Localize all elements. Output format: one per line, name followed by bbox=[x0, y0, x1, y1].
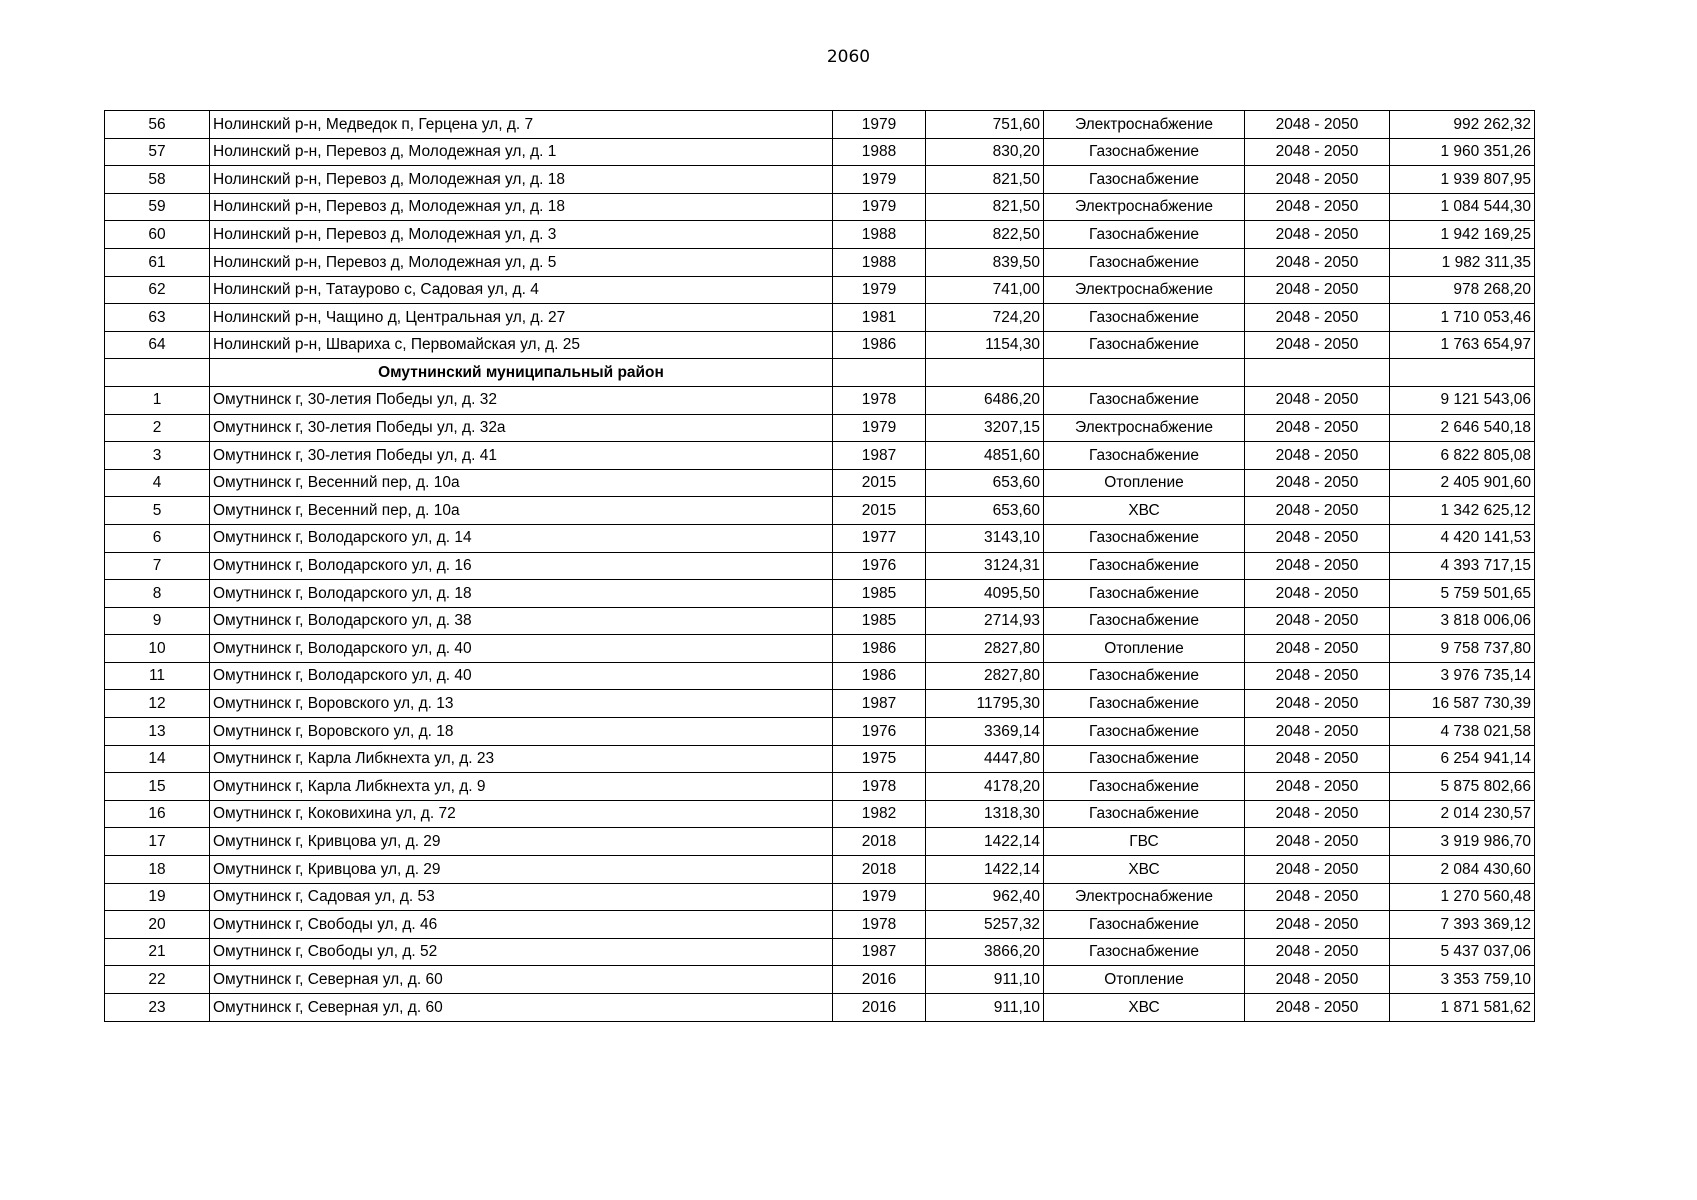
building-address: Омутнинск г, 30-летия Победы ул, д. 32 bbox=[210, 386, 833, 414]
building-area: 1154,30 bbox=[926, 331, 1044, 359]
work-cost: 6 254 941,14 bbox=[1390, 745, 1535, 773]
work-cost: 1 763 654,97 bbox=[1390, 331, 1535, 359]
construction-year: 1985 bbox=[833, 580, 926, 608]
building-area: 3369,14 bbox=[926, 718, 1044, 746]
work-type: Газоснабжение bbox=[1044, 304, 1245, 332]
work-period: 2048 - 2050 bbox=[1245, 331, 1390, 359]
row-number: 17 bbox=[105, 828, 210, 856]
row-number: 2 bbox=[105, 414, 210, 442]
building-area: 4447,80 bbox=[926, 745, 1044, 773]
construction-year: 1988 bbox=[833, 221, 926, 249]
building-area: 4851,60 bbox=[926, 442, 1044, 470]
work-type: Электроснабжение bbox=[1044, 193, 1245, 221]
construction-year: 2015 bbox=[833, 469, 926, 497]
building-area: 2827,80 bbox=[926, 662, 1044, 690]
building-address: Омутнинск г, Володарского ул, д. 40 bbox=[210, 635, 833, 663]
construction-year: 1979 bbox=[833, 883, 926, 911]
work-type: ХВС bbox=[1044, 994, 1245, 1022]
building-area: 821,50 bbox=[926, 166, 1044, 194]
section-row bbox=[105, 359, 1535, 387]
building-address: Нолинский р-н, Перевоз д, Молодежная ул, д. 18 bbox=[210, 166, 833, 194]
construction-year: 2016 bbox=[833, 966, 926, 994]
section-title: Омутнинский муниципальный район bbox=[210, 359, 833, 387]
construction-year: 1975 bbox=[833, 745, 926, 773]
building-area: 3124,31 bbox=[926, 552, 1044, 580]
work-period: 2048 - 2050 bbox=[1245, 414, 1390, 442]
work-type: Газоснабжение bbox=[1044, 662, 1245, 690]
table-row bbox=[105, 497, 1535, 525]
row-number: 3 bbox=[105, 442, 210, 470]
work-cost: 978 268,20 bbox=[1390, 276, 1535, 304]
work-period: 2048 - 2050 bbox=[1245, 607, 1390, 635]
work-period: 2048 - 2050 bbox=[1245, 800, 1390, 828]
work-type: Газоснабжение bbox=[1044, 607, 1245, 635]
building-address: Омутнинск г, Коковихина ул, д. 72 bbox=[210, 800, 833, 828]
work-type: Газоснабжение bbox=[1044, 138, 1245, 166]
work-type: Газоснабжение bbox=[1044, 911, 1245, 939]
building-address: Омутнинск г, Володарского ул, д. 16 bbox=[210, 552, 833, 580]
table-row bbox=[105, 469, 1535, 497]
table-row bbox=[105, 718, 1535, 746]
table-row bbox=[105, 386, 1535, 414]
building-address: Нолинский р-н, Швариха с, Первомайская ул, д. 25 bbox=[210, 331, 833, 359]
building-address: Омутнинск г, 30-летия Победы ул, д. 32а bbox=[210, 414, 833, 442]
table-row bbox=[105, 552, 1535, 580]
work-type: Электроснабжение bbox=[1044, 883, 1245, 911]
work-type: Газоснабжение bbox=[1044, 552, 1245, 580]
work-cost: 1 942 169,25 bbox=[1390, 221, 1535, 249]
work-cost: 992 262,32 bbox=[1390, 111, 1535, 139]
work-cost: 2 646 540,18 bbox=[1390, 414, 1535, 442]
table-row bbox=[105, 607, 1535, 635]
building-address: Нолинский р-н, Перевоз д, Молодежная ул, д. 5 bbox=[210, 248, 833, 276]
table-row bbox=[105, 745, 1535, 773]
construction-year: 1978 bbox=[833, 386, 926, 414]
work-cost: 7 393 369,12 bbox=[1390, 911, 1535, 939]
construction-year: 2016 bbox=[833, 994, 926, 1022]
work-type: Отопление bbox=[1044, 635, 1245, 663]
construction-year: 1976 bbox=[833, 718, 926, 746]
row-number: 18 bbox=[105, 856, 210, 884]
work-period: 2048 - 2050 bbox=[1245, 718, 1390, 746]
building-area: 821,50 bbox=[926, 193, 1044, 221]
table-row bbox=[105, 138, 1535, 166]
construction-year: 2015 bbox=[833, 497, 926, 525]
work-type: Электроснабжение bbox=[1044, 111, 1245, 139]
row-number: 61 bbox=[105, 248, 210, 276]
table-row bbox=[105, 248, 1535, 276]
empty-cell bbox=[1044, 359, 1245, 387]
work-period: 2048 - 2050 bbox=[1245, 138, 1390, 166]
construction-year: 1986 bbox=[833, 662, 926, 690]
table-body bbox=[105, 111, 1535, 1022]
work-cost: 9 121 543,06 bbox=[1390, 386, 1535, 414]
row-number: 64 bbox=[105, 331, 210, 359]
building-area: 2827,80 bbox=[926, 635, 1044, 663]
row-number: 57 bbox=[105, 138, 210, 166]
row-number: 23 bbox=[105, 994, 210, 1022]
construction-year: 1976 bbox=[833, 552, 926, 580]
work-period: 2048 - 2050 bbox=[1245, 469, 1390, 497]
building-address: Омутнинск г, Карла Либкнехта ул, д. 23 bbox=[210, 745, 833, 773]
work-period: 2048 - 2050 bbox=[1245, 856, 1390, 884]
table-row bbox=[105, 221, 1535, 249]
row-number: 22 bbox=[105, 966, 210, 994]
row-number: 13 bbox=[105, 718, 210, 746]
work-period: 2048 - 2050 bbox=[1245, 386, 1390, 414]
building-area: 6486,20 bbox=[926, 386, 1044, 414]
table-row bbox=[105, 635, 1535, 663]
row-number: 1 bbox=[105, 386, 210, 414]
work-cost: 2 014 230,57 bbox=[1390, 800, 1535, 828]
empty-cell bbox=[105, 359, 210, 387]
work-type: Отопление bbox=[1044, 966, 1245, 994]
building-area: 830,20 bbox=[926, 138, 1044, 166]
work-period: 2048 - 2050 bbox=[1245, 442, 1390, 470]
building-address: Омутнинск г, Володарского ул, д. 40 bbox=[210, 662, 833, 690]
table-row bbox=[105, 800, 1535, 828]
work-cost: 2 084 430,60 bbox=[1390, 856, 1535, 884]
table-row bbox=[105, 111, 1535, 139]
work-cost: 4 420 141,53 bbox=[1390, 524, 1535, 552]
construction-year: 1979 bbox=[833, 276, 926, 304]
work-period: 2048 - 2050 bbox=[1245, 248, 1390, 276]
construction-year: 1986 bbox=[833, 331, 926, 359]
work-period: 2048 - 2050 bbox=[1245, 552, 1390, 580]
work-period: 2048 - 2050 bbox=[1245, 221, 1390, 249]
table-row bbox=[105, 911, 1535, 939]
construction-year: 1978 bbox=[833, 773, 926, 801]
row-number: 58 bbox=[105, 166, 210, 194]
work-type: ГВС bbox=[1044, 828, 1245, 856]
work-period: 2048 - 2050 bbox=[1245, 662, 1390, 690]
work-period: 2048 - 2050 bbox=[1245, 524, 1390, 552]
work-cost: 1 084 544,30 bbox=[1390, 193, 1535, 221]
construction-year: 1978 bbox=[833, 911, 926, 939]
construction-year: 1988 bbox=[833, 248, 926, 276]
work-cost: 5 437 037,06 bbox=[1390, 938, 1535, 966]
row-number: 56 bbox=[105, 111, 210, 139]
building-address: Нолинский р-н, Перевоз д, Молодежная ул, д. 1 bbox=[210, 138, 833, 166]
table-row bbox=[105, 166, 1535, 194]
work-type: Газоснабжение bbox=[1044, 718, 1245, 746]
building-area: 3866,20 bbox=[926, 938, 1044, 966]
construction-year: 1979 bbox=[833, 111, 926, 139]
repair-schedule-table bbox=[104, 110, 1535, 1022]
table-row bbox=[105, 524, 1535, 552]
work-cost: 4 393 717,15 bbox=[1390, 552, 1535, 580]
work-type: Газоснабжение bbox=[1044, 580, 1245, 608]
work-period: 2048 - 2050 bbox=[1245, 994, 1390, 1022]
construction-year: 1987 bbox=[833, 690, 926, 718]
empty-cell bbox=[926, 359, 1044, 387]
construction-year: 1979 bbox=[833, 193, 926, 221]
work-type: Газоснабжение bbox=[1044, 442, 1245, 470]
work-type: Газоснабжение bbox=[1044, 524, 1245, 552]
building-area: 1422,14 bbox=[926, 856, 1044, 884]
work-type: Газоснабжение bbox=[1044, 331, 1245, 359]
construction-year: 1981 bbox=[833, 304, 926, 332]
work-type: Газоснабжение bbox=[1044, 221, 1245, 249]
table-row bbox=[105, 331, 1535, 359]
work-type: Отопление bbox=[1044, 469, 1245, 497]
work-cost: 1 871 581,62 bbox=[1390, 994, 1535, 1022]
work-type: Газоснабжение bbox=[1044, 938, 1245, 966]
row-number: 19 bbox=[105, 883, 210, 911]
building-area: 3207,15 bbox=[926, 414, 1044, 442]
building-address: Омутнинск г, Кривцова ул, д. 29 bbox=[210, 828, 833, 856]
work-type: Газоснабжение bbox=[1044, 773, 1245, 801]
construction-year: 2018 bbox=[833, 828, 926, 856]
construction-year: 1988 bbox=[833, 138, 926, 166]
construction-year: 1987 bbox=[833, 938, 926, 966]
table-row bbox=[105, 276, 1535, 304]
table-row bbox=[105, 304, 1535, 332]
building-address: Нолинский р-н, Татаурово с, Садовая ул, д. 4 bbox=[210, 276, 833, 304]
building-address: Омутнинск г, 30-летия Победы ул, д. 41 bbox=[210, 442, 833, 470]
building-address: Омутнинск г, Садовая ул, д. 53 bbox=[210, 883, 833, 911]
work-period: 2048 - 2050 bbox=[1245, 911, 1390, 939]
row-number: 14 bbox=[105, 745, 210, 773]
building-address: Омутнинск г, Володарского ул, д. 38 bbox=[210, 607, 833, 635]
row-number: 7 bbox=[105, 552, 210, 580]
work-period: 2048 - 2050 bbox=[1245, 304, 1390, 332]
work-type: Газоснабжение bbox=[1044, 248, 1245, 276]
building-area: 724,20 bbox=[926, 304, 1044, 332]
work-cost: 1 270 560,48 bbox=[1390, 883, 1535, 911]
building-address: Омутнинск г, Кривцова ул, д. 29 bbox=[210, 856, 833, 884]
building-address: Омутнинск г, Володарского ул, д. 14 bbox=[210, 524, 833, 552]
work-cost: 2 405 901,60 bbox=[1390, 469, 1535, 497]
building-area: 751,60 bbox=[926, 111, 1044, 139]
building-address: Нолинский р-н, Чащино д, Центральная ул, д. 27 bbox=[210, 304, 833, 332]
work-period: 2048 - 2050 bbox=[1245, 276, 1390, 304]
work-type: Газоснабжение bbox=[1044, 386, 1245, 414]
work-type: Электроснабжение bbox=[1044, 414, 1245, 442]
building-address: Омутнинск г, Весенний пер, д. 10а bbox=[210, 469, 833, 497]
row-number: 9 bbox=[105, 607, 210, 635]
work-cost: 1 960 351,26 bbox=[1390, 138, 1535, 166]
work-period: 2048 - 2050 bbox=[1245, 883, 1390, 911]
table-row bbox=[105, 690, 1535, 718]
building-area: 2714,93 bbox=[926, 607, 1044, 635]
building-address: Омутнинск г, Северная ул, д. 60 bbox=[210, 966, 833, 994]
building-area: 5257,32 bbox=[926, 911, 1044, 939]
table-row bbox=[105, 580, 1535, 608]
building-address: Омутнинск г, Северная ул, д. 60 bbox=[210, 994, 833, 1022]
row-number: 8 bbox=[105, 580, 210, 608]
table-row bbox=[105, 938, 1535, 966]
work-cost: 1 710 053,46 bbox=[1390, 304, 1535, 332]
table-row bbox=[105, 828, 1535, 856]
work-type: Газоснабжение bbox=[1044, 745, 1245, 773]
building-area: 822,50 bbox=[926, 221, 1044, 249]
work-cost: 5 875 802,66 bbox=[1390, 773, 1535, 801]
work-type: Газоснабжение bbox=[1044, 166, 1245, 194]
table-row bbox=[105, 193, 1535, 221]
row-number: 4 bbox=[105, 469, 210, 497]
building-area: 741,00 bbox=[926, 276, 1044, 304]
table-row bbox=[105, 966, 1535, 994]
work-type: Газоснабжение bbox=[1044, 800, 1245, 828]
work-period: 2048 - 2050 bbox=[1245, 828, 1390, 856]
row-number: 62 bbox=[105, 276, 210, 304]
construction-year: 1982 bbox=[833, 800, 926, 828]
table-row bbox=[105, 773, 1535, 801]
table-row bbox=[105, 856, 1535, 884]
row-number: 6 bbox=[105, 524, 210, 552]
row-number: 21 bbox=[105, 938, 210, 966]
row-number: 10 bbox=[105, 635, 210, 663]
work-cost: 1 939 807,95 bbox=[1390, 166, 1535, 194]
work-cost: 3 919 986,70 bbox=[1390, 828, 1535, 856]
work-period: 2048 - 2050 bbox=[1245, 166, 1390, 194]
empty-cell bbox=[833, 359, 926, 387]
building-area: 1318,30 bbox=[926, 800, 1044, 828]
table-row bbox=[105, 442, 1535, 470]
building-area: 653,60 bbox=[926, 469, 1044, 497]
work-period: 2048 - 2050 bbox=[1245, 938, 1390, 966]
work-period: 2048 - 2050 bbox=[1245, 111, 1390, 139]
row-number: 15 bbox=[105, 773, 210, 801]
building-address: Омутнинск г, Воровского ул, д. 13 bbox=[210, 690, 833, 718]
building-area: 4178,20 bbox=[926, 773, 1044, 801]
work-cost: 4 738 021,58 bbox=[1390, 718, 1535, 746]
work-period: 2048 - 2050 bbox=[1245, 690, 1390, 718]
work-period: 2048 - 2050 bbox=[1245, 635, 1390, 663]
building-area: 911,10 bbox=[926, 994, 1044, 1022]
building-address: Нолинский р-н, Перевоз д, Молодежная ул, д. 18 bbox=[210, 193, 833, 221]
construction-year: 1979 bbox=[833, 166, 926, 194]
work-type: ХВС bbox=[1044, 856, 1245, 884]
building-area: 962,40 bbox=[926, 883, 1044, 911]
table-row bbox=[105, 662, 1535, 690]
work-cost: 1 342 625,12 bbox=[1390, 497, 1535, 525]
building-address: Омутнинск г, Свободы ул, д. 52 bbox=[210, 938, 833, 966]
row-number: 11 bbox=[105, 662, 210, 690]
building-area: 653,60 bbox=[926, 497, 1044, 525]
building-area: 11795,30 bbox=[926, 690, 1044, 718]
construction-year: 1979 bbox=[833, 414, 926, 442]
work-period: 2048 - 2050 bbox=[1245, 580, 1390, 608]
work-cost: 3 976 735,14 bbox=[1390, 662, 1535, 690]
work-cost: 1 982 311,35 bbox=[1390, 248, 1535, 276]
construction-year: 1977 bbox=[833, 524, 926, 552]
work-period: 2048 - 2050 bbox=[1245, 497, 1390, 525]
construction-year: 1986 bbox=[833, 635, 926, 663]
table-row bbox=[105, 883, 1535, 911]
building-area: 911,10 bbox=[926, 966, 1044, 994]
building-address: Нолинский р-н, Перевоз д, Молодежная ул, д. 3 bbox=[210, 221, 833, 249]
building-area: 839,50 bbox=[926, 248, 1044, 276]
work-period: 2048 - 2050 bbox=[1245, 193, 1390, 221]
work-cost: 6 822 805,08 bbox=[1390, 442, 1535, 470]
row-number: 63 bbox=[105, 304, 210, 332]
row-number: 12 bbox=[105, 690, 210, 718]
work-type: ХВС bbox=[1044, 497, 1245, 525]
work-cost: 16 587 730,39 bbox=[1390, 690, 1535, 718]
row-number: 5 bbox=[105, 497, 210, 525]
building-area: 3143,10 bbox=[926, 524, 1044, 552]
work-period: 2048 - 2050 bbox=[1245, 773, 1390, 801]
table-row bbox=[105, 414, 1535, 442]
row-number: 20 bbox=[105, 911, 210, 939]
work-cost: 5 759 501,65 bbox=[1390, 580, 1535, 608]
work-period: 2048 - 2050 bbox=[1245, 966, 1390, 994]
row-number: 16 bbox=[105, 800, 210, 828]
work-period: 2048 - 2050 bbox=[1245, 745, 1390, 773]
row-number: 60 bbox=[105, 221, 210, 249]
work-cost: 3 353 759,10 bbox=[1390, 966, 1535, 994]
page-number: 2060 bbox=[826, 47, 871, 67]
construction-year: 1987 bbox=[833, 442, 926, 470]
building-address: Нолинский р-н, Медведок п, Герцена ул, д. 7 bbox=[210, 111, 833, 139]
building-area: 1422,14 bbox=[926, 828, 1044, 856]
work-cost: 9 758 737,80 bbox=[1390, 635, 1535, 663]
construction-year: 2018 bbox=[833, 856, 926, 884]
work-type: Газоснабжение bbox=[1044, 690, 1245, 718]
work-type: Электроснабжение bbox=[1044, 276, 1245, 304]
work-cost: 3 818 006,06 bbox=[1390, 607, 1535, 635]
row-number: 59 bbox=[105, 193, 210, 221]
building-address: Омутнинск г, Весенний пер, д. 10а bbox=[210, 497, 833, 525]
table-row bbox=[105, 994, 1535, 1022]
building-address: Омутнинск г, Володарского ул, д. 18 bbox=[210, 580, 833, 608]
empty-cell bbox=[1245, 359, 1390, 387]
empty-cell bbox=[1390, 359, 1535, 387]
building-address: Омутнинск г, Свободы ул, д. 46 bbox=[210, 911, 833, 939]
construction-year: 1985 bbox=[833, 607, 926, 635]
building-area: 4095,50 bbox=[926, 580, 1044, 608]
building-address: Омутнинск г, Воровского ул, д. 18 bbox=[210, 718, 833, 746]
building-address: Омутнинск г, Карла Либкнехта ул, д. 9 bbox=[210, 773, 833, 801]
